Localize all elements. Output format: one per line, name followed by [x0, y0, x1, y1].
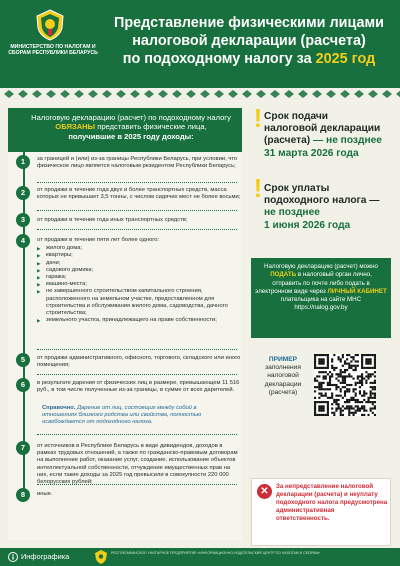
emblem-icon — [35, 9, 65, 41]
sample-caption: ПРИМЕР заполнения налоговой декларации (расчета) — [264, 356, 302, 396]
payment-deadline: Срок уплаты подоходного налога — не позднее 1 июня 2026 года — [264, 183, 380, 231]
ornament-stripe — [0, 88, 400, 100]
divider — [37, 349, 237, 350]
item-number-6: 6 — [16, 378, 30, 392]
tax-site-link[interactable]: https://nalog.gov.by — [294, 304, 348, 312]
list-item-2: от продажи в течение года двух и более транспортных средств, масса которых не превышает 3,5 тонны, с числом сидячих мест не более восьми; — [37, 187, 241, 201]
footer-brand: Инфографика — [21, 552, 70, 561]
qr-code-icon[interactable] — [314, 354, 376, 416]
item-number-1: 1 — [16, 155, 30, 169]
item-number-3: 3 — [16, 213, 30, 227]
reference-note: Справочно. Дарение от лиц, состоящих между собой в отношениях близкого родства или свойства, полностью освобождается от подоходного налога. — [42, 405, 202, 425]
ministry-name: МИНИСТЕРСТВО ПО НАЛОГАМ И СБОРАМ РЕСПУБЛИКИ БЕЛАРУСЬ — [8, 44, 98, 57]
item-number-2: 2 — [16, 186, 30, 200]
list-item-4: от продажи в течение пяти лет более одного: ▶ жилого дома; ▶ квартиры; ▶ дачи; ▶ садового домика; ▶ гаража; ▶ машино-места; ▶ не завершенного строительством капитального строения, расположенного на земельном участке, предоставленном для строительства и обслуживания жилого дома, садоводства, дачного строительства; ▶ земельного участка, принадлежащего на праве собственности; — [37, 237, 241, 324]
filing-deadline: Срок подачи налоговой декларации (расчета) — не позднее 31 марта 2026 года — [264, 111, 382, 159]
list-bullet: ▶ не завершенного строительством капитального строения, расположенного на земельном участке, предоставленном для строительства и обслуживания жилого дома, садоводства, дачного строительства; — [37, 288, 241, 317]
item-number-5: 5 — [16, 353, 30, 367]
list-item-5: от продажи административного, офисного, торгового, складского или иного помещения; — [37, 355, 241, 369]
info-icon — [8, 552, 18, 562]
divider — [37, 229, 237, 230]
divider — [37, 182, 237, 183]
list-item-7: от источников в Республике Беларусь в виде дивидендов, доходов в рамках трудовых отношений, а также по гражданско-правовым договорам на выполнение работ, оказание услуг, создание, использование объектов интеллектуальной собственности, отчуждение имущественных прав на них, если такие доходы за 2025 год превысили в совокупности 220 000 белорусских рублей; — [37, 443, 238, 486]
close-icon: ✕ — [257, 484, 272, 499]
list-bullet: ▶ жилого дома; — [37, 245, 241, 252]
intro-banner: Налоговую декларацию (расчет) по подоходному налогу ОБЯЗАНЫ представить физические лица, получившие в 2025 году доходы: — [8, 108, 242, 152]
exclamation-icon: ! — [253, 103, 263, 133]
item-number-4: 4 — [16, 234, 30, 248]
list-item-6: в результате дарения от физических лиц в размере, превышающем 11 516 руб., в том числе полученные из-за границы, в сумме от всех дарителей. — [37, 380, 240, 394]
list-bullet: ▶ машино-места; — [37, 281, 241, 288]
page-title: Представление физическими лицами налоговой декларации (расчета) по подоходному налогу за 2025 год — [114, 15, 384, 67]
list-bullet: ▶ гаража; — [37, 274, 241, 281]
list-bullet: ▶ земельного участка, принадлежащего на праве собственности; — [37, 317, 241, 324]
list-item-3: от продажи в течение года иных транспортных средств; — [37, 217, 188, 223]
divider — [37, 484, 237, 485]
divider — [37, 210, 237, 211]
list-item-1: за границей и (или) из-за границы Республики Беларусь, при условии, что физическое лицо является налоговым резидентом Республики Беларусь; — [37, 156, 238, 170]
divider — [37, 434, 237, 435]
item-number-8: 8 — [16, 488, 30, 502]
list-bullet: ▶ дачи; — [37, 260, 241, 267]
exclamation-icon: ! — [253, 173, 263, 203]
submission-info-box: Налоговую декларацию (расчет) можно ПОДАТЬ в налоговый орган лично, отправить по почте либо подать в электронном виде через ЛИЧНЫЙ КАБИНЕТ плательщика на сайте МНС https://nalog.gov.by — [251, 258, 391, 338]
list-bullet: ▶ садового домика; — [37, 267, 241, 274]
item-number-7: 7 — [16, 441, 30, 455]
divider — [37, 374, 237, 375]
property-list — [37, 245, 241, 324]
list-bullet: ▶ квартиры; — [37, 252, 241, 259]
warning-text: За непредставление налоговой декларации (расчета) и неуплату подоходного налога предусмотрена административная ответственность. — [276, 483, 388, 523]
footer-publisher: РЕСПУБЛИКАНСКОЕ УНИТАРНОЕ ПРЕДПРИЯТИЕ «ИНФОРМАЦИОННО-ИЗДАТЕЛЬСКИЙ ЦЕНТР ПО НАЛОГАМ И СБОРАМ» — [111, 551, 320, 555]
emblem-icon — [95, 550, 107, 564]
list-item-8: иные. — [37, 491, 53, 497]
